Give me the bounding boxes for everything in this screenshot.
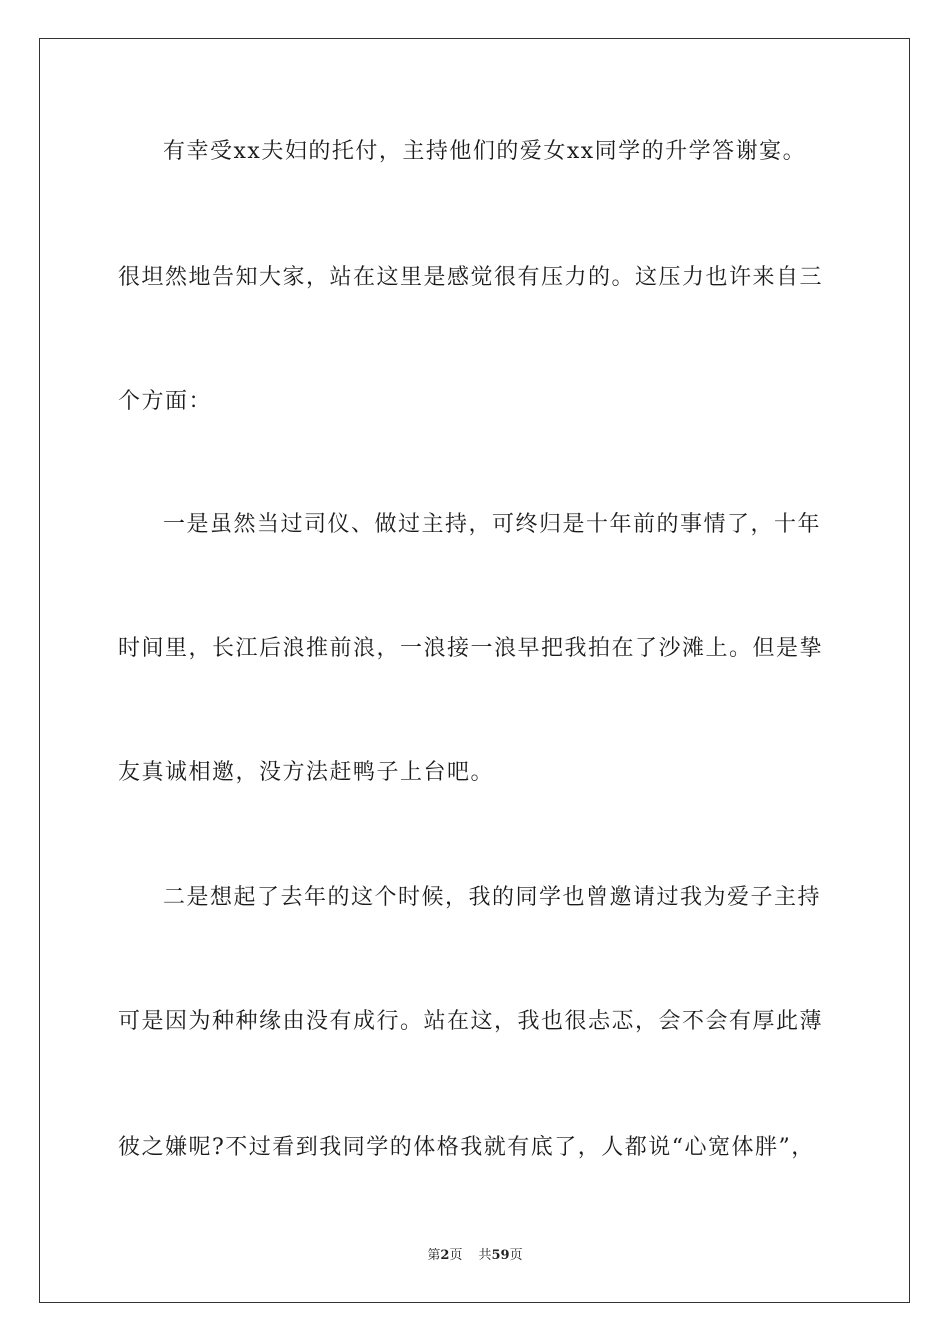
paragraph-line-1: 有幸受xx夫妇的托付，主持他们的爱女xx同学的升学答谢宴。: [163, 139, 807, 164]
paragraph-line-6: 友真诚相邀，没方法赶鸭子上台吧。: [118, 760, 495, 785]
page-total-prefix: 共: [478, 1248, 492, 1263]
page-number-suffix: 页: [449, 1248, 463, 1263]
page-border: [39, 38, 910, 1303]
page-number-current: 2: [440, 1248, 450, 1263]
page-number-prefix: 第: [427, 1248, 441, 1263]
page-total-suffix: 页: [509, 1248, 523, 1263]
page-total-count: 59: [491, 1248, 510, 1263]
paragraph-line-9: 彼之嫌呢?不过看到我同学的体格我就有底了，人都说“心宽体胖”，: [118, 1135, 815, 1160]
paragraph-line-3: 个方面：: [118, 389, 213, 414]
paragraph-line-8: 可是因为种种缘由没有成行。站在这，我也很忐忑，会不会有厚此薄: [118, 1009, 824, 1034]
paragraph-line-5: 时间里，长江后浪推前浪，一浪接一浪早把我拍在了沙滩上。但是挚: [118, 636, 824, 661]
page-footer: [0, 1247, 950, 1265]
paragraph-line-2: 很坦然地告知大家，站在这里是感觉很有压力的。这压力也许来自三: [118, 265, 824, 290]
paragraph-line-7: 二是想起了去年的这个时候，我的同学也曾邀请过我为爱子主持: [163, 885, 822, 910]
paragraph-line-4: 一是虽然当过司仪、做过主持，可终归是十年前的事情了，十年: [163, 512, 822, 537]
